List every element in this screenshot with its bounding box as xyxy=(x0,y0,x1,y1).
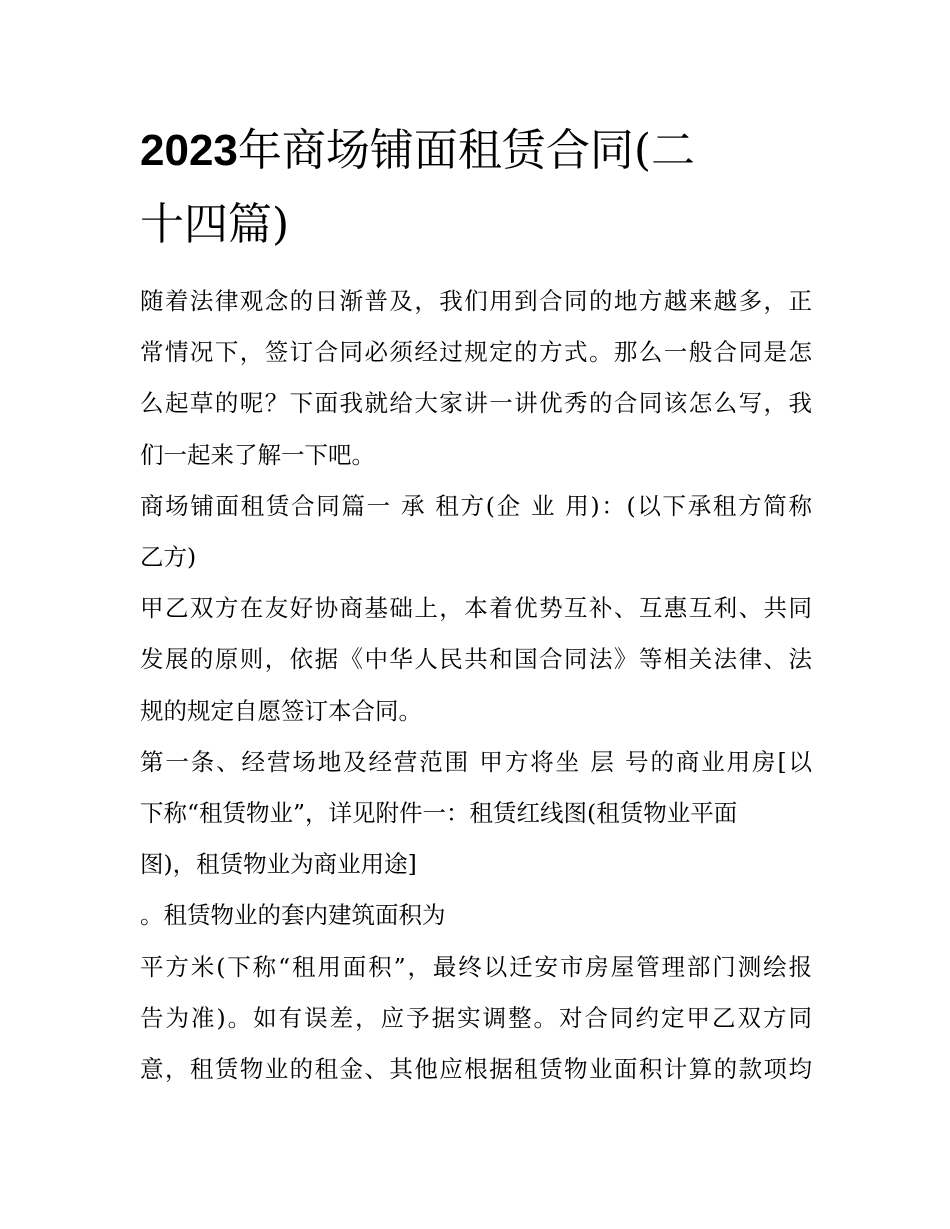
text-line: 发展的原则，依据《中华人民共和国合同法》等相关法律、法 xyxy=(140,645,812,674)
text-line: 随着法律观念的日渐普及，我们用到合同的地方越来越多，正 xyxy=(140,287,812,315)
text-line: 下称“租赁物业”，详见附件一：租赁红线图(租赁物业平面 xyxy=(140,799,738,828)
text-line: 甲乙双方在友好协商基础上，本着优势互补、互惠互利、共同 xyxy=(140,594,812,623)
text-line: 平方米(下称“租用面积”，最终以迁安市房屋管理部门测绘报 xyxy=(140,952,812,981)
paragraph-preamble xyxy=(140,583,812,737)
paragraph-area-detail xyxy=(140,942,812,1096)
document-title xyxy=(140,114,810,262)
title-line-2: 十四篇) xyxy=(140,199,290,250)
text-line: 么起草的呢？下面我就给大家讲一讲优秀的合同该怎么写，我 xyxy=(140,389,812,418)
text-line: 常情况下，签订合同必须经过规定的方式。那么一般合同是怎 xyxy=(140,338,812,367)
text-line: 第一条、经营场地及经营范围 甲方将坐 层 号的商业用房[以 xyxy=(140,747,812,776)
text-line: 图)，租赁物业为商业用途] xyxy=(140,850,417,879)
paragraph-intro xyxy=(140,276,812,481)
text-line: 。租赁物业的套内建筑面积为 xyxy=(140,901,446,930)
text-line: 规的规定自愿签订本合同。 xyxy=(140,696,422,725)
document-body xyxy=(140,276,812,1095)
text-line: 们一起来了解一下吧。 xyxy=(140,440,375,469)
title-line-1: 年商场铺面租赁合同(二 xyxy=(237,125,696,176)
paragraph-contract-heading xyxy=(140,481,812,583)
title-year: 2023 xyxy=(140,126,238,175)
text-line: 告为准)。如有误差，应予据实调整。对合同约定甲乙双方同 xyxy=(140,1003,812,1032)
text-line: 意，租赁物业的租金、其他应根据租赁物业面积计算的款项均 xyxy=(140,1055,812,1084)
paragraph-area xyxy=(140,890,812,941)
paragraph-article-1 xyxy=(140,737,812,891)
text-line: 乙方) xyxy=(140,543,197,572)
text-line: 商场铺面租赁合同篇一 承 租方(企 业 用)：(以下承租方简称 xyxy=(140,491,812,520)
